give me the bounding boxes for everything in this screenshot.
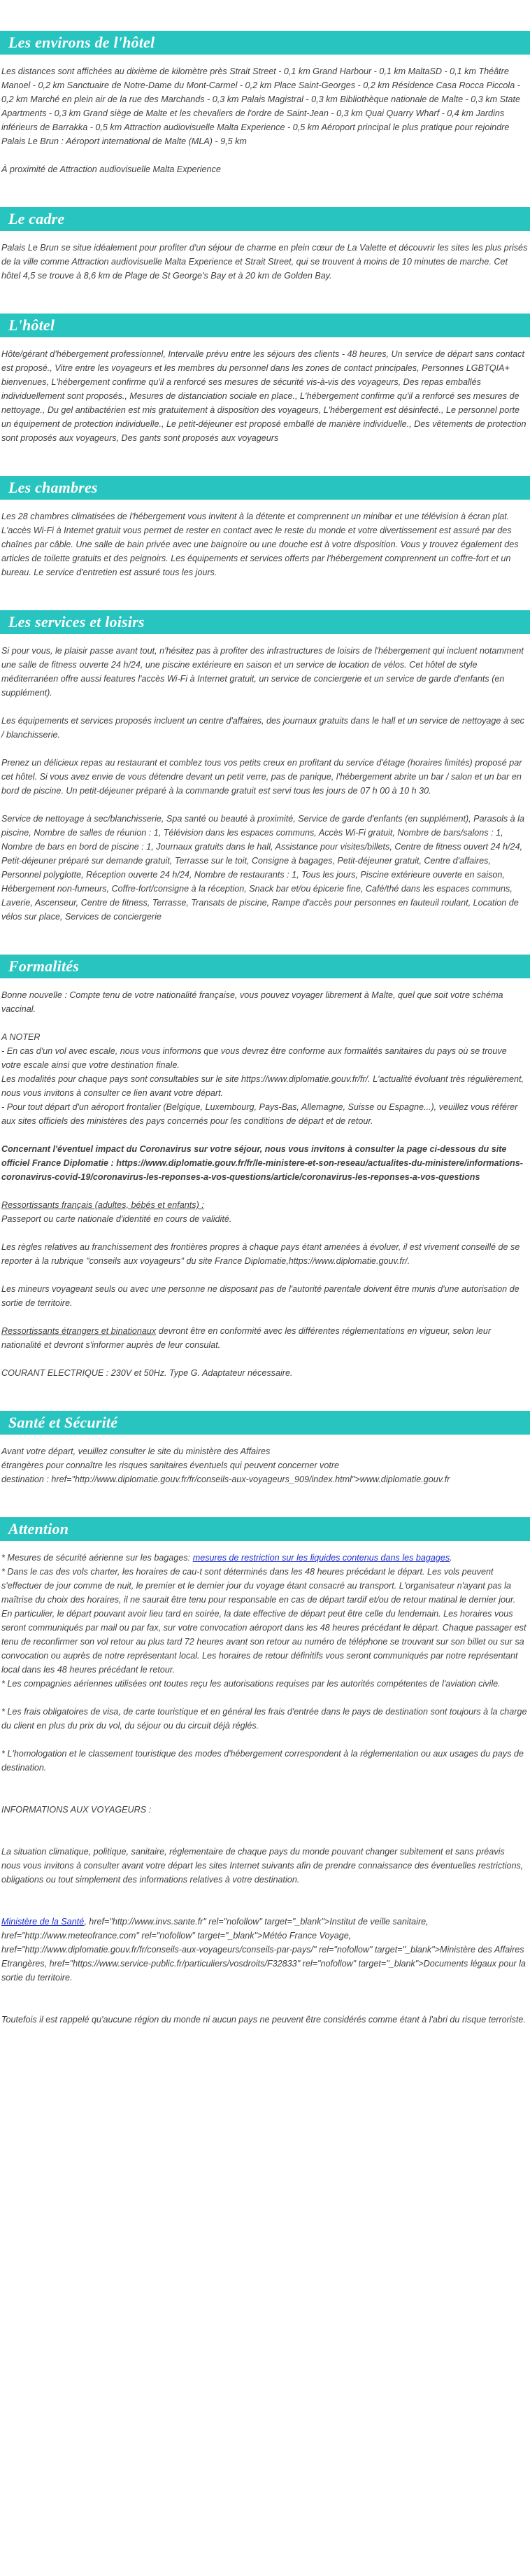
formalites-p2: - En cas d'un vol avec escale, nous vous informons que vous devrez être conforme aux formalités sanitaires du pays où se trouve votre escale ainsi que votre destination finale. bbox=[1, 1046, 507, 1070]
attention-m2: * Dans le cas des vols charter, les horaires de cau-t sont déterminés dans les 48 heures précédant le départ. Les vols peuvent s'effectuer de jour comme de nuit, le premier et le dernier jour du voyage étant consacré au transport. L'organisateur n'ayant pas la maîtrise du choix des horaires, il ne saurait être tenu pour responsable en cas de départ tardif et/ou de retour matinal le dernier jour. En particulier, le départ pouvant avoir lieu tard en soirée, la date effective de départ peut être celle du lendemain. Les horaires vous seront communiqués par mail ou par fax, sur votre convocation aéroport dans les 48 heures précédant le départ. Chaque passager est tenu de reconfirmer son vol retour au plus tard 72 heures avant son retour au numéro de téléphone se trouvant sur son billet ou sur sa convocation ou auprès de notre représentant local. Les horaires de retour définitifs vous seront communiqués par notre représentant local dans les 48 heures précédant le retour. bbox=[1, 1567, 527, 1675]
section-header bbox=[0, 207, 530, 231]
sites-rest: , href="http://www.invs.sante.fr" rel="nofollow" target="_blank">Institut de veille sanitaire, href="http://www.meteofrance.com" rel="nofollow" target="_blank">Météo France Voyage, href="http://www.diplomatie.gouv.fr/fr/conseils-aux-voyageurs/conseils-par-pays/" rel="nofollow" target="_blank">Ministère des Affaires Etrangères, href="https://www.service-public.fr/particuliers/vosdroits/F32833" rel="nofollow" target="_blank">Documents légaux pour la sortie du territoire. bbox=[1, 1917, 526, 1983]
section-title: Formalités bbox=[8, 957, 80, 975]
coronavirus-notice: Concernant l'éventuel impact du Coronavirus sur votre séjour, nous vous invitons à consulter la page ci-dessous du site officiel France Diplomatie : https://www.diplomatie.gouv.fr/fr/le-ministere-et-son-reseau/actualites-du-ministere/informations-coronavirus-covid-19/coronavirus-les-reponses-a-vos-questions/article/coronavirus-les-reponses-a-vos-questions bbox=[1, 1144, 523, 1182]
section-body bbox=[0, 347, 530, 445]
section-header bbox=[0, 1411, 530, 1435]
section-hotel bbox=[0, 314, 530, 445]
section-cadre bbox=[0, 207, 530, 283]
section-chambres bbox=[0, 476, 530, 579]
cadre-text: Palais Le Brun se situe idéalement pour profiter d'un séjour de charme en plein cœur de La Valette et découvrir les sites les plus prisés de la ville comme Attraction audiovisuelle Malta Experience et Strait Street, qui se trouvent à moins de 10 minutes de marche. Cet hôtel 4,5 se trouve à 8,6 km de Plage de St George's Bay et à 20 km de Golden Bay. bbox=[1, 243, 528, 281]
ressortissants-label: Ressortissants français (adultes, bébés et enfants) : bbox=[1, 1200, 204, 1210]
page bbox=[0, 31, 530, 2060]
attention-m5: * L'homologation et le classement touristique des modes d'hébergement correspondent à la réglementation ou aux usages du pays de destination. bbox=[1, 1749, 524, 1773]
section-body bbox=[0, 988, 530, 1380]
services-p3: Prenez un délicieux repas au restaurant et comblez tous vos petits creux en profitant du service d'étage (horaires limités) proposé par cet hôtel. Si vous avez envie de vous détendre devant un petit verre, pas de panique, l'hébergement abrite un bar / salon et un bar en bord de piscine. Un petit-déjeuner préparé à la commande gratuit est servi tous les jours de 07 h 00 à 10 h 30. bbox=[1, 758, 522, 796]
section-body bbox=[0, 64, 530, 176]
section-title: Les chambres bbox=[8, 479, 98, 496]
section-services bbox=[0, 610, 530, 924]
terrorism-notice: Toutefois il est rappelé qu'aucune région du monde ni aucun pays ne peuvent être considérés comme étant à l'abri du risque terroriste. bbox=[1, 2015, 526, 2025]
section-body bbox=[0, 241, 530, 283]
services-p4: Service de nettoyage à sec/blanchisserie, Spa santé ou beauté à proximité, Service de garde d'enfants (en supplément), Parasols à la piscine, Nombre de salles de réunion : 1, Télévision dans les espaces communs, Accès Wi-Fi gratuit, Nombre de bars/salons : 1, Nombre de bars en bord de piscine : 1, Journaux gratuits dans le hall, Assistance pour visites/billets, Centre de fitness ouvert 24 h/24, Petit-déjeuner préparé sur demande gratuit, Terrasse sur le toit, Consigne à bagages, Petit-déjeuner gratuit, Centre d'affaires, Personnel polyglotte, Réception ouverte 24 h/24, Nombre de restaurants : 1, Tous les jours, Piscine extérieure ouverte en saison, Hébergement non-fumeurs, Coffre-fort/consigne à la réception, Snack bar et/ou épicerie fine, Café/thé dans les espaces communs, Laverie, Ascenseur, Centre de fitness, Terrasse, Transats de piscine, Rampe d'accès pour personnes en fauteuil roulant, Location de vélos sur place, Services de conciergerie bbox=[1, 814, 524, 922]
section-title: Les services et loisirs bbox=[8, 613, 145, 631]
section-formalites bbox=[0, 955, 530, 1380]
section-header bbox=[0, 314, 530, 337]
sante-line-3: destination : href="http://www.diplomatie.gouv.fr/fr/conseils-aux-voyageurs_909/index.html">www.diplomatie.gouv.fr bbox=[1, 1474, 450, 1484]
formalites-p4: - Pour tout départ d'un aéroport frontalier (Belgique, Luxembourg, Pays-Bas, Allemagne, Suisse ou Espagne...), veuillez vous référer aux sites officiels des ministères des pays concernés pour les conditions de départ et de retour. bbox=[1, 1102, 518, 1126]
section-sante bbox=[0, 1411, 530, 1486]
services-p2: Les équipements et services proposés incluent un centre d'affaires, des journaux gratuits dans le hall et un service de nettoyage à sec / blanchisserie. bbox=[1, 716, 524, 740]
section-header bbox=[0, 31, 530, 55]
section-title: Attention bbox=[8, 1520, 69, 1537]
attention-m3: * Les compagnies aériennes utilisées ont toutes reçu les autorisations requises par les autorités compétentes de l'aviation civile. bbox=[1, 1679, 501, 1689]
section-title: L'hôtel bbox=[8, 316, 55, 334]
etrangers-rest: devront être en conformité avec les différentes réglementations en vigueur, selon leur nationalité et devront s'informer auprès de leur consulat. bbox=[1, 1326, 492, 1350]
section-body bbox=[0, 1551, 530, 2027]
m1-prefix: * Mesures de sécurité aérienne sur les bagages: bbox=[1, 1553, 193, 1563]
sante-line-1: Avant votre départ, veuillez consulter le site du ministère des Affaires bbox=[1, 1447, 271, 1456]
hotel-text: Hôte/gérant d'hébergement professionnel, Intervalle prévu entre les séjours des clients - 48 heures, Un service de départ sans contact est proposé., Vitre entre les voyageurs et les membres du personnel dans les zones de contact principales, Personnes LGBTQIA+ bienvenues, L'hébergement confirme qu'il a renforcé ses mesures de sécurité vis-à-vis des voyageurs, Des repas emballés individuellement sont proposés., Mesures de distanciation sociale en place., L'hébergement confirme qu'il a renforcé ses mesures de nettoyage., Du gel antibactérien est mis gratuitement à disposition des voyageurs, L'hébergement est désinfecté., Le personnel porte un équipement de protection individuelle., Le petit-déjeuner est proposé emballé de manière individuelle., Des vêtements de protection sont proposés aux voyageurs, Des gants sont proposés aux voyageurs bbox=[1, 349, 527, 443]
attention-m1 bbox=[1, 1551, 529, 1565]
formalites-p6: Les mineurs voyageant seuls ou avec une personne ne disposant pas de l'autorité parentale doivent être munis d'une autorisation de sortie de territoire. bbox=[1, 1284, 520, 1308]
courant-text: COURANT ELECTRIQUE : 230V et 50Hz. Type G. Adaptateur nécessaire. bbox=[1, 1368, 293, 1378]
section-title: Le cadre bbox=[8, 210, 65, 227]
section-body bbox=[0, 509, 530, 579]
passeport-text: Passeport ou carte nationale d'identité en cours de validité. bbox=[1, 1214, 232, 1224]
m1-suffix: . bbox=[450, 1553, 452, 1563]
sante-line-2: étrangères pour connaître les risques sanitaires éventuels qui peuvent concerner votre bbox=[1, 1461, 340, 1470]
section-attention bbox=[0, 1517, 530, 2027]
info-voyageurs-title: INFORMATIONS AUX VOYAGEURS : bbox=[1, 1805, 152, 1815]
sites-text bbox=[1, 1915, 529, 1985]
section-environs bbox=[0, 31, 530, 176]
liquids-restriction-link[interactable]: mesures de restriction sur les liquides contenus dans les bagages bbox=[192, 1553, 450, 1563]
section-title: Les environs de l'hôtel bbox=[8, 34, 155, 51]
distances-text: Les distances sont affichées au dixième de kilomètre près Strait Street - 0,1 km Grand Harbour - 0,1 km MaltaSD - 0,1 km Théâtre Manoel - 0,2 km Sanctuaire de Notre-Dame du Mont-Carmel - 0,2 km Place Saint-Georges - 0,2 km Résidence Casa Rocca Piccola - 0,2 km Marché en plein air de la rue des Marchands - 0,3 km Palais Magistral - 0,3 km Bibliothèque nationale de Malte - 0,3 km State Apartments - 0,3 km Grand siège de Malte et les chevaliers de l'ordre de Saint-Jean - 0,3 km Quai Quarry Wharf - 0,4 km Jardins inférieurs de Barrakka - 0,5 km Attraction audiovisuelle Malta Experience - 0,5 km Aéroport principal le plus pratique pour rejoindre Palais Le Brun : Aéroport international de Malte (MLA) - 9,5 km bbox=[1, 66, 520, 146]
proximity-text: À proximité de Attraction audiovisuelle Malta Experience bbox=[1, 164, 221, 174]
section-body bbox=[0, 1444, 530, 1486]
section-body bbox=[0, 644, 530, 924]
section-header bbox=[0, 1517, 530, 1541]
attention-m4: * Les frais obligatoires de visa, de carte touristique et en général les frais d'entrée dans le pays de destination sont toujours à la charge du client en plus du prix du vol, du séjour ou du circuit déjà réglés. bbox=[1, 1707, 527, 1731]
info-line-1: La situation climatique, politique, sanitaire, réglementaire de chaque pays du monde pouvant changer subitement et sans préavis bbox=[1, 1847, 505, 1857]
etrangers-label: Ressortissants étrangers et binationaux bbox=[1, 1326, 157, 1336]
etrangers-text bbox=[1, 1324, 529, 1352]
formalites-p3: Les modalités pour chaque pays sont consultables sur le site https://www.diplomatie.gouv.fr/fr/. L'actualité évoluant très régulièrement, nous vous invitons à consulter ce lien avant votre départ. bbox=[1, 1074, 524, 1098]
section-header bbox=[0, 476, 530, 500]
formalites-p1: Bonne nouvelle : Compte tenu de votre nationalité française, vous pouvez voyager librement à Malte, quel que soit votre schéma vaccinal. bbox=[1, 990, 503, 1014]
section-header bbox=[0, 610, 530, 634]
section-title: Santé et Sécurité bbox=[8, 1414, 118, 1431]
chambres-text: Les 28 chambres climatisées de l'hébergement vous invitent à la détente et comprennent un minibar et une télévision à écran plat. L'accès Wi-Fi à Internet gratuit vous permet de rester en contact avec le reste du monde et votre divertissement est assuré par des chaînes par câble. Une salle de bain privée avec une baignoire ou une douche est à votre disposition. Vous y trouvez également des articles de toilette gratuits et des peignoirs. Les équipements et services offerts par l'hébergement comprennent un coffre-fort et un bureau. Le service d'entretien est assuré tous les jours. bbox=[1, 512, 519, 577]
a-noter-label: A NOTER bbox=[1, 1032, 41, 1042]
section-header bbox=[0, 955, 530, 978]
info-line-2: nous vous invitons à consulter avant votre départ les sites Internet suivants afin de prendre connaissance des éventuelles restrictions, obligations ou tout simplement des informations relatives à votre destination. bbox=[1, 1861, 524, 1885]
formalites-p5: Les règles relatives au franchissement des frontières propres à chaque pays étant amenées à évoluer, il est vivement conseillé de se reporter à la rubrique "conseils aux voyageurs" du site France Diplomatie,https://www.diplomatie.gouv.fr/. bbox=[1, 1242, 520, 1266]
services-p1: Si pour vous, le plaisir passe avant tout, n'hésitez pas à profiter des infrastructures de loisirs de l'hébergement qui incluent notamment une salle de fitness ouverte 24 h/24, une piscine extérieure en saison et un service de location de vélos. Cet hôtel de style méditerranéen offre aussi features l'accès Wi-Fi à Internet gratuit, un service de conciergerie et un service de garde d'enfants (en supplément). bbox=[1, 646, 524, 698]
ministere-sante-link[interactable]: Ministère de la Santé bbox=[1, 1917, 85, 1927]
